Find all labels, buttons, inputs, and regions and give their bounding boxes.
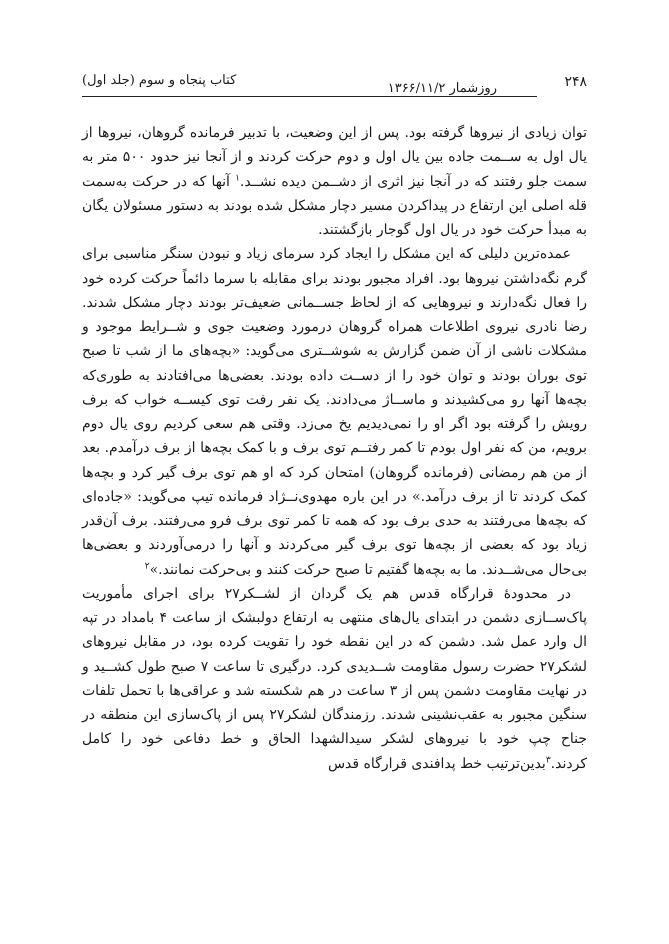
footnote-ref: ۲ bbox=[144, 560, 150, 571]
book-title: کتاب پنجاه و سوم (جلد اول) bbox=[82, 73, 237, 88]
page-body bbox=[82, 121, 587, 776]
paragraph bbox=[82, 582, 587, 776]
footnote-ref: ۱ bbox=[235, 172, 240, 183]
journal-date: روزشمار ۱۳۶۶/۱۱/۲ bbox=[382, 81, 503, 96]
footnote-ref: ۳ bbox=[545, 754, 551, 765]
paragraph bbox=[82, 121, 587, 242]
paragraph-text: توان زیادی از نیروها گرفته بود. پس از این وضعیت، با تدبیر فرمانده گروهان، نیروها از یال اول به ســمت جاده بین یال اول و دوم حرکت کردند و از آنجا نیز حدود ۵۰۰ متر به سمت جلو رفتند که در آنجا نیز اثری از دشــمن دیده نشــد. bbox=[82, 125, 588, 190]
page-number: ۲۴۸ bbox=[564, 74, 587, 90]
running-head bbox=[82, 74, 537, 97]
paragraph-text: عمده‌ترین دلیلی که این مشکل را ایجاد کرد سرمای زیاد و نبودن سنگر مناسبی برای گرم نگه‌داشتن نیروها بود. افراد مجبور بودند برای مقابله با سرما دائماً حرکت کرده خود را فعال نگه‌دارند و نیروهایی که از لحاظ جســمانی ضعیف‌تر بودند دچار مشکل شدند. رضا نادری نیروی اطلاعات همراه گروهان درمورد وضعیت جوی و شــرایط موجود و مشکلات ناشی از آن ضمن گزارش به شوشــتری می‌گوید: «بچه‌های ما از شب تا صبح توی بوران بودند و توان خود را از دســت داده بودند. بعضی‌ها می‌افتادند به طوری‌که بچه‌ها آنها رو می‌کشیدند و ماســاژ می‌دادند. یک نفر رفت توی کیســه خواب که برف رویش را گرفته بود اگر او را نمی‌دیدیم یخ می‌زد. وقتی هم سعی کردیم روی یال دوم برویم، من که نفر اول بودم تا کمر رفتــم توی برف و با کمک بچه‌ها از برف درآمدم. بعد از من هم رمضانی (فرمانده گروهان) امتحان کرد که او هم توی برف گیر کرد و بچه‌ها کمک کردند تا از برف درآمد.» در این باره مهدوی‌نــژاد فرمانده تیپ می‌گوید: «جاده‌ای که بچه‌ها می‌رفتند به حدی برف بود که همه تا کمر توی برف فرو می‌رفتند. برف آن‌قدر زیاد بود که بعضی از بچه‌ها توی برف گیر می‌کردند و آنها را درمی‌آوردند و بعضی‌ها بی‌حال می‌شــدند. ما به بچه‌ها گفتیم تا صبح حرکت کنند و بی‌حرکت نمانند.» bbox=[82, 246, 587, 578]
paragraph-text: بدین‌ترتیب خط پدافندی قرارگاه قدس bbox=[327, 755, 546, 772]
paragraph-text: آنها که در حرکت به‌سمت قله اصلی این ارتفاع در پیداکردن مسیر دچار مشکل شده بودند به دستور مسئولان یگان به مبدأ حرکت خود در یال اول گوجار بازگشتند. bbox=[82, 173, 587, 238]
page-header bbox=[82, 74, 587, 96]
paragraph-text: در محدودهٔ قرارگاه قدس هم یک گردان از لشــکر۲۷ برای اجرای مأموریت پاک‌ســازی دشمن در ابتدای یال‌های منتهی به ارتفاع دولبشک از ساعت ۴ بامداد در تپه ال وارد عمل شد. دشمن که در این نقطه خود را تقویت کرده بود، در مقابل نیروهای لشکر۲۷ حضرت رسول مقاومت شــدیدی کرد. درگیری تا ساعت ۷ صبح طول کشــید و در نهایت مقاومت دشمن پس از ۳ ساعت در هم شکسته شد و عراقی‌ها با تحمل تلفات سنگین مجبور به عقب‌نشینی شدند. رزمندگان لشکر۲۷ پس از پاک‌سازی این منطقه در جناح چپ خود با نیروهای لشکر سیدالشهدا الحاق و خط دفاعی خود را کامل کردند. bbox=[82, 585, 587, 772]
paragraph bbox=[82, 242, 587, 582]
